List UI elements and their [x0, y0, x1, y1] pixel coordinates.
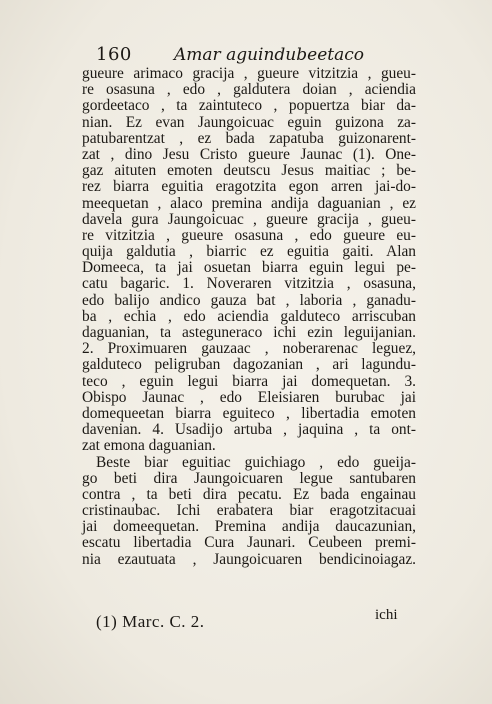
text-line: gaz aituten emoten deutscu Jesus maitiac ; be- [82, 162, 416, 180]
text-line: zat emona daguanian. [82, 437, 216, 455]
text-line: go beti dira Jaungoicuaren legue santubaren [82, 469, 416, 487]
text-line: teco , eguin legui biarra jai domequetan. 3. [82, 372, 416, 390]
text-line: meequetan , alaco premina andija daguanian , ez [82, 194, 416, 212]
text-line: ba , echia , edo aciendia galduteco arriscuban [82, 307, 416, 325]
text-line: 2. Proximuaren gauzaac , noberarenac leguez, [82, 340, 416, 358]
text-line: nia ezautuata , Jaungoicuaren bendicinoiagaz. [82, 550, 416, 568]
text-line: escatu libertadia Cura Jaunari. Ceubeen premi- [82, 534, 416, 552]
text-line: rez biarra eguitia eragotzita egon arren jai-do- [82, 178, 416, 196]
body-text [82, 66, 416, 568]
text-line: jai domeequetan. Premina andija daucazunian, [82, 518, 416, 536]
text-line: re vitzitzia , gueure osasuna , edo gueure eu- [82, 226, 416, 244]
page-number: 160 [96, 44, 132, 65]
text-line: domequeetan biarra eguiteco , libertadia emoten [82, 404, 416, 422]
text-line: quija galdutia , biarric ez eguitia gaiti. Alan [82, 243, 416, 261]
text-line: Beste biar eguitiac guichiago , edo gueija- [96, 453, 416, 471]
text-line: cristinaubac. Ichi erabatera biar eragotzitacuai [82, 502, 416, 520]
text-line: Domeeca, ta jai osuetan biarra eguin legui pe- [82, 259, 416, 277]
text-line: galduteco peligruban dagozanian , ari lagundu- [82, 356, 416, 374]
text-line: davela gura Jaungoicuac , gueure gracija , gueu- [82, 210, 416, 228]
text-line: gordeetaco , ta zaintuteco , popuertza biar da- [82, 97, 416, 115]
text-line: edo balijo andico gauza bat , laboria , ganadu- [82, 291, 416, 309]
text-line: daguanian, ta asteguneraco ichi ezin leguijanian. [82, 324, 416, 341]
text-line: contra , ta beti dira pecatu. Ez bada engainau [82, 485, 416, 503]
text-line: re osasuna , edo , galdutera doian , aciendia [82, 81, 416, 99]
text-line: Obispo Jaunac , edo Eleisiaren burubac jai [82, 388, 416, 406]
text-line: gueure arimaco gracija , gueure vitzitzia , gueu- [82, 65, 416, 82]
text-line: davenian. 4. Usadijo artuba , jaquina , ta ont- [82, 421, 416, 439]
text-line: zat , dino Jesu Cristo gueure Jaunac (1). One- [82, 145, 416, 163]
footnote: (1) Marc. C. 2. [96, 612, 205, 631]
running-title: Amar aguindubeetaco [174, 45, 364, 65]
text-line: nian. Ez evan Jaungoicuac eguin guizona za- [82, 113, 416, 131]
catchword: ichi [375, 607, 398, 623]
text-line: catu bagaric. 1. Noveraren vitzitzia , osasuna, [82, 275, 416, 293]
text-line: patubarentzat , ez bada zapatuba guizonarent- [82, 129, 416, 147]
